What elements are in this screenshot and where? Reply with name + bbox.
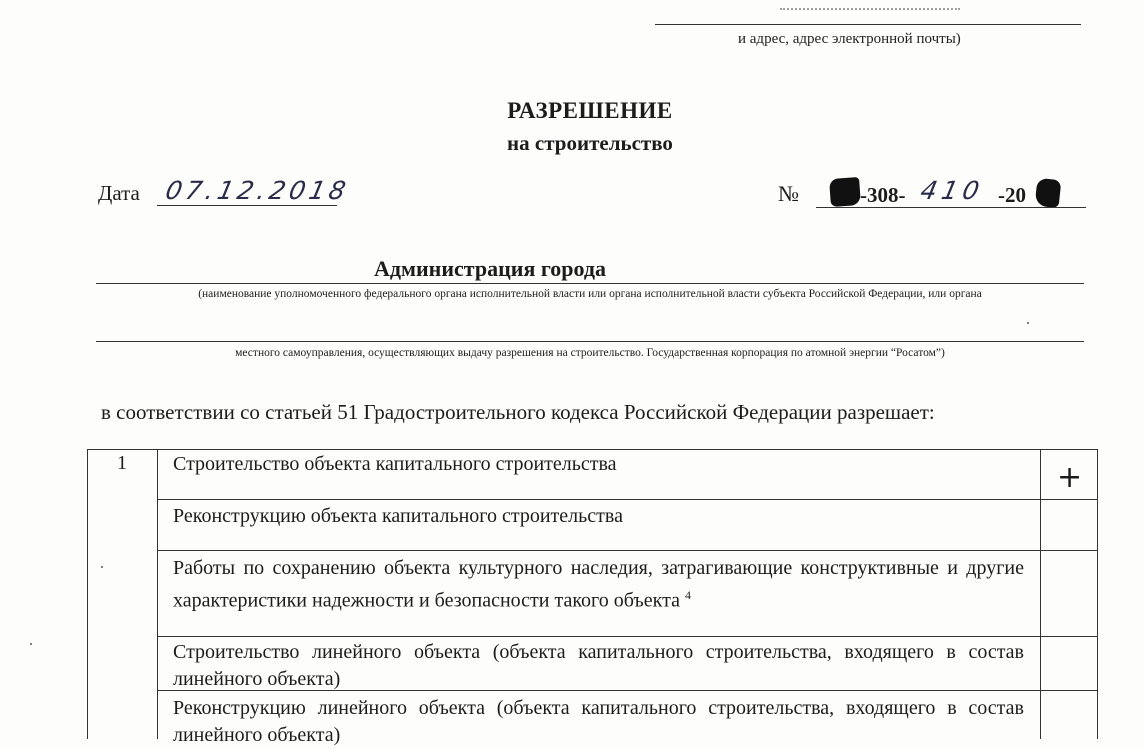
scan-speck bbox=[1027, 322, 1029, 324]
number-part-2: -20 bbox=[998, 183, 1026, 207]
row-text: Работы по сохранению объекта культурного наследия, затрагивающие конструктивные и другие характеристики надежности и безопасности такого объекта bbox=[173, 557, 1024, 612]
row-text: Реконструкцию линейного объекта (объекта капитального строительства, входящего в состав линейного объекта) bbox=[173, 697, 1024, 746]
table-line bbox=[87, 449, 1098, 450]
table-line bbox=[157, 550, 1098, 551]
number-underline bbox=[816, 207, 1086, 208]
number-label: № bbox=[778, 181, 799, 206]
number-part-1: -308- bbox=[860, 183, 906, 207]
table-line bbox=[157, 636, 1098, 637]
row-text: Строительство объекта капитального строительства bbox=[173, 453, 617, 475]
table-line bbox=[157, 499, 1098, 500]
authority-underline-2 bbox=[96, 341, 1084, 342]
table-row-reconstruction bbox=[173, 503, 1024, 530]
scan-speck bbox=[101, 566, 103, 568]
table-row-linear-reconstruction bbox=[173, 695, 1024, 749]
redaction-mark bbox=[829, 177, 861, 207]
authority-caption-2: местного самоуправления, осуществляющих выдачу разрешения на строительство. Государственная корпорация по атомной энергии “Росатом”) bbox=[235, 347, 945, 359]
date-label: Дата bbox=[98, 181, 140, 205]
document-title: РАЗРЕШЕНИЕ bbox=[507, 98, 673, 123]
row-text: Строительство линейного объекта (объекта капитального строительства, входящего в состав линейного объекта) bbox=[173, 641, 1024, 690]
row-text: Реконструкцию объекта капитального строительства bbox=[173, 505, 623, 527]
table-line bbox=[1040, 449, 1041, 739]
row-number: 1 bbox=[117, 452, 127, 474]
scan-speck bbox=[30, 643, 32, 645]
table-line bbox=[157, 449, 158, 739]
intro-text: в соответствии со статьей 51 Градостроительного кодекса Российской Федерации разрешает: bbox=[101, 400, 935, 424]
number-handwritten: 410 bbox=[917, 176, 987, 205]
authority-name: Администрация города bbox=[374, 256, 607, 281]
table-row-heritage-works bbox=[173, 555, 1024, 615]
document-subtitle: на строительство bbox=[507, 131, 673, 155]
table-row-linear-construction bbox=[173, 639, 1024, 693]
authority-caption-1: (наименование уполномоченного федерального органа исполнительной власти или органа исполнительной власти субъекта Российской Федерации, или органа bbox=[198, 288, 982, 300]
redaction-mark bbox=[1035, 178, 1062, 208]
address-caption: и адрес, адрес электронной почты) bbox=[738, 31, 961, 47]
cut-off-text bbox=[780, 8, 960, 20]
footnote-marker: 4 bbox=[684, 588, 691, 602]
table-line bbox=[1097, 449, 1098, 739]
date-handwritten: 07.12.2018 bbox=[162, 176, 353, 205]
selected-mark: + bbox=[1057, 460, 1083, 495]
authority-underline bbox=[96, 283, 1084, 284]
address-underline bbox=[655, 24, 1081, 25]
date-underline bbox=[157, 205, 337, 206]
table-row-construction bbox=[173, 451, 1024, 478]
table-line bbox=[87, 449, 88, 739]
